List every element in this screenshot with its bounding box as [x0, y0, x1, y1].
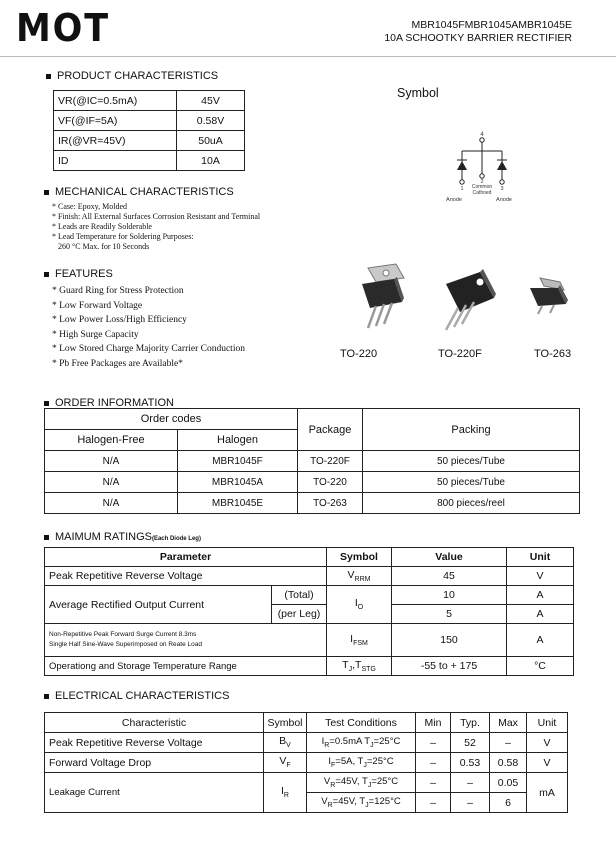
halogen-header: Halogen — [178, 430, 298, 451]
order-information-table — [44, 408, 580, 514]
max-header: Max — [490, 713, 527, 733]
cathode-label: Cathoed — [472, 190, 492, 196]
table-row: N/A MBR1045F TO-220F 50 pieces/Tube — [45, 451, 580, 472]
table-row: N/A MBR1045E TO-263 800 pieces/reel — [45, 493, 580, 514]
list-item: * Pb Free Packages are Available* — [52, 358, 183, 369]
table-row: Peak Repetitive Reverse Voltage $B_V$ $I_R=0.5mA$ $T_J=25^\circ C$ – 52 – V — [45, 733, 568, 753]
characteristic-header: Characteristic — [45, 713, 264, 733]
table-row: Operationg and Storage Temperature Range $T_J,T_{STG}$ -55 to + 175 °C — [45, 657, 574, 676]
table-row: Peak Repetitive Reverse Voltage $V_{RRM}$ 45 V — [45, 567, 574, 586]
to220f-package-image — [436, 266, 502, 340]
diode-schematic-icon — [442, 128, 522, 204]
list-item: * Finish: All External Surfaces Corrosion Resistant and Terminal — [52, 212, 261, 221]
list-item: * Low Stored Charge Majority Carrier Conduction — [52, 344, 245, 354]
package-label-to220f: TO-220F — [438, 348, 482, 360]
package-label-to220: TO-220 — [340, 348, 378, 360]
value-header: Value — [392, 548, 507, 567]
list-item: * Lead Temperature for Soldering Purposes: — [52, 232, 194, 241]
part-numbers: MBR1045FMBR1045AMBR1045E — [411, 19, 572, 31]
parameter-header: Parameter — [45, 548, 327, 567]
table-row: IR(@VR=45V) 50uA — [54, 131, 245, 151]
min-header: Min — [416, 713, 451, 733]
pin-4-label: 4 — [480, 132, 484, 138]
symbol-heading: Symbol — [397, 86, 439, 100]
table-row: Non-Repetitive Peak Forward Surge Current 8.3ms Single Half Sine-Wave Superimposed on Reate Load $I_{FSM}$ 150 A — [45, 624, 574, 657]
pin-3-label: 3 — [500, 186, 504, 192]
order-information-heading: ORDER INFORMATION — [44, 397, 174, 409]
package-header: Package — [298, 409, 363, 451]
list-item: * Low Forward Voltage — [52, 300, 143, 311]
list-item: * Leads are Readily Solderable — [52, 222, 152, 231]
packing-header: Packing — [363, 409, 580, 451]
list-item: * Case: Epoxy, Molded — [52, 202, 128, 211]
table-row: VR(@IC=0.5mA) 45V — [54, 91, 245, 111]
table-row: Average Rectified Output Current (Total) $I_O$ 10 A — [45, 586, 574, 605]
header-divider — [0, 56, 616, 57]
table-row: $V_R=45V$, $T_J=125^\circ C$ – – 6 — [45, 793, 568, 813]
symbol-header: Symbol — [327, 548, 392, 567]
maximum-ratings-heading: MAIMUM RATINGS(Each Diode Leg) — [44, 531, 201, 543]
unit-header: Unit — [527, 713, 568, 733]
list-item: 260 °C Max. for 10 Seconds — [58, 242, 150, 251]
product-characteristics-heading: PRODUCT CHARACTERISTICS — [46, 70, 218, 82]
table-row: Leakage Current $I_R$ $V_R=45V$, $T_J=25^\circ C$ – – 0.05 mA — [45, 773, 568, 793]
electrical-characteristics-table — [44, 712, 568, 813]
list-item: * Guard Ring for Stress Protection — [52, 286, 184, 296]
common-label: Common — [471, 184, 493, 190]
order-codes-header: Order codes — [45, 409, 298, 430]
table-row: (per Leg) 5 A — [45, 605, 574, 624]
test-conditions-header: Test Conditions — [307, 713, 416, 733]
list-item: * High Surge Capacity — [52, 329, 139, 340]
electrical-characteristics-heading: ELECTRICAL CHARACTERISTICS — [44, 690, 229, 702]
symbol-header: Symbol — [264, 713, 307, 733]
product-characteristics-table — [53, 90, 245, 171]
table-row: N/A MBR1045A TO-220 50 pieces/Tube — [45, 472, 580, 493]
table-row: ID 10A — [54, 151, 245, 171]
table-row: VF(@IF=5A) 0.58V — [54, 111, 245, 131]
company-logo: MOT — [16, 6, 110, 50]
mechanical-list — [52, 202, 260, 252]
pin-2-label: 2 — [480, 179, 484, 185]
features-list — [52, 284, 245, 371]
features-heading: FEATURES — [44, 268, 113, 280]
unit-header: Unit — [507, 548, 574, 567]
table-row: Forward Voltage Drop $V_F$ $I_F=5A$, $T_J=25^\circ C$ – 0.53 0.58 V — [45, 753, 568, 773]
anode-1-label: Anode — [446, 197, 462, 203]
document-subtitle: 10A SCHOOTKY BARRIER RECTIFIER — [384, 32, 572, 44]
maximum-ratings-table — [44, 547, 574, 676]
typ-header: Typ. — [451, 713, 490, 733]
halogen-free-header: Halogen-Free — [45, 430, 178, 451]
pin-1-label: 1 — [460, 186, 464, 192]
list-item: * Low Power Loss/High Efficiency — [52, 315, 187, 325]
to263-package-image — [524, 274, 570, 318]
package-label-to263: TO-263 — [534, 348, 572, 360]
mechanical-heading: MECHANICAL CHARACTERISTICS — [44, 186, 234, 198]
to220-package-image — [354, 262, 414, 336]
anode-3-label: Anode — [496, 197, 512, 203]
